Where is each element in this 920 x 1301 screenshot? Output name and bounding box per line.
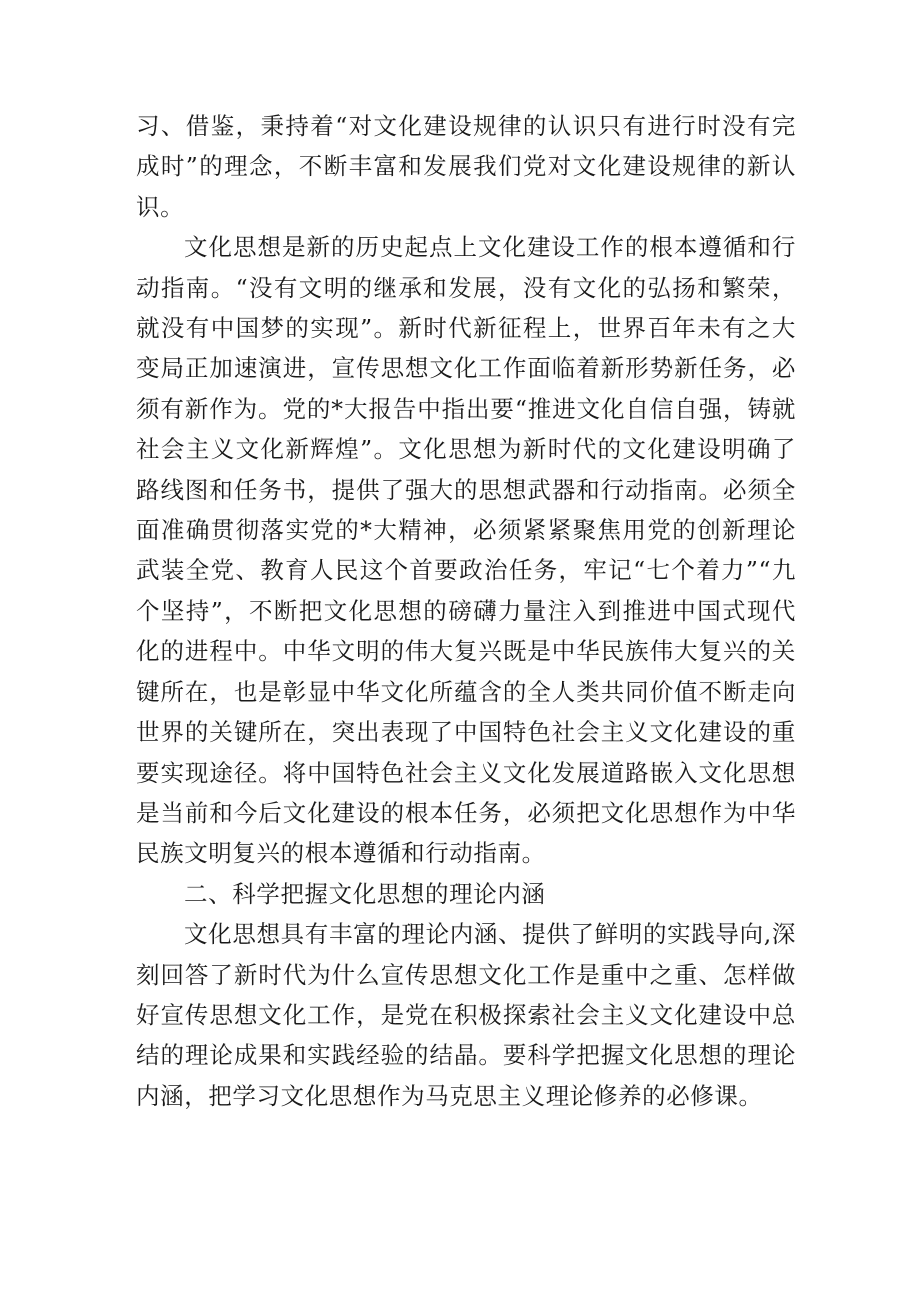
document-body [136,106,796,1116]
paragraph-continuation: 习、借鉴，秉持着“对文化建设规律的认识只有进行时没有完成时”的理念，不断丰富和发展我们党对文化建设规律的新认识。 [136,112,796,221]
paragraph-theoretical-connotation: 文化思想具有丰富的理论内涵、提供了鲜明的实践导向,深刻回答了新时代为什么宣传思想文化工作是重中之重、怎样做好宣传思想文化工作，是党在积极探索社会主义文化建设中总结的理论成果和实践经验的结晶。要科学把握文化思想的理论内涵，把学习文化思想作为马克思主义理论修养的必修课。 [136,920,796,1110]
section-heading: 二、科学把握文化思想的理论内涵 [184,879,546,908]
paragraph-culture-thought-guide: 文化思想是新的历史起点上文化建设工作的根本遵循和行动指南。“没有文明的继承和发展，没有文化的弘扬和繁荣，就没有中国梦的实现”。新时代新征程上，世界百年未有之大变局正加速演进，宣传思想文化工作面临着新形势新任务，必须有新作为。党的*大报告中指出要“推进文化自信自强，铸就社会主义文化新辉煌”。文化思想为新时代的文化建设明确了路线图和任务书，提供了强大的思想武器和行动指南。必须全面准确贯彻落实党的*大精神，必须紧紧聚焦用党的创新理论武装全党、教育人民这个首要政治任务，牢记“七个着力”“九个坚持”，不断把文化思想的磅礴力量注入到推进中国式现代化的进程中。中华文明的伟大复兴既是中华民族伟大复兴的关键所在，也是彰显中华文化所蕴含的全人类共同价值不断走向世界的关键所在，突出表现了中国特色社会主义文化建设的重要实现途径。将中国特色社会主义文化发展道路嵌入文化思想是当前和今后文化建设的根本任务，必须把文化思想作为中华民族文明复兴的根本遵循和行动指南。 [136,233,796,868]
